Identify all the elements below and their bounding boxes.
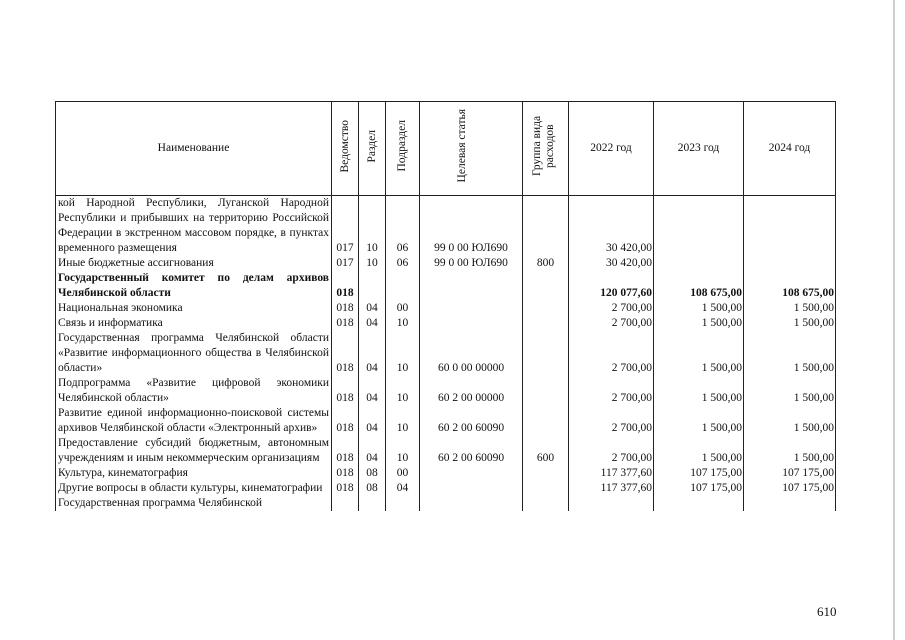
- row-2024: 108 675,00: [744, 271, 836, 301]
- row-2023: [654, 496, 744, 511]
- row-ministry: 018: [332, 271, 359, 301]
- row-target: [420, 271, 523, 301]
- row-2023: 1 500,00: [654, 406, 744, 436]
- row-ministry: 018: [332, 436, 359, 466]
- table-row: [56, 301, 836, 316]
- row-2023: 108 675,00: [654, 271, 744, 301]
- row-section: 08: [359, 481, 386, 496]
- row-target: 99 0 00 ЮЛ690: [420, 256, 523, 271]
- row-group: [523, 301, 569, 316]
- row-subsection: 00: [386, 466, 420, 481]
- row-target: [420, 466, 523, 481]
- row-name: Национальная экономика: [56, 301, 332, 316]
- table-row: [56, 316, 836, 331]
- header-ministry: [332, 102, 359, 196]
- row-2024: [744, 496, 836, 511]
- table-row: [56, 256, 836, 271]
- row-2022: 117 377,60: [569, 481, 654, 496]
- row-section: [359, 496, 386, 511]
- row-2022: [569, 496, 654, 511]
- row-2023: [654, 196, 744, 257]
- row-subsection: 10: [386, 436, 420, 466]
- header-group-label: Группа вида расходов: [530, 115, 556, 177]
- row-ministry: [332, 496, 359, 511]
- page-number: 610: [817, 604, 837, 619]
- row-ministry: 018: [332, 331, 359, 376]
- table-row: [56, 496, 836, 511]
- header-ministry-label: Ведомство: [338, 119, 351, 173]
- row-name: Предоставление субсидий бюджетным, автономным учреждениям и иным некоммерческим организациям: [56, 436, 332, 466]
- row-target: 60 2 00 00000: [420, 376, 523, 406]
- row-group: [523, 331, 569, 376]
- row-name: Государственная программа Челябинской области «Развитие информационного общества в Челябинской области»: [56, 331, 332, 376]
- row-subsection: 06: [386, 196, 420, 257]
- row-target: [420, 316, 523, 331]
- row-2022: 30 420,00: [569, 256, 654, 271]
- header-2022: 2022 год: [569, 102, 654, 196]
- header-2023: 2023 год: [654, 102, 744, 196]
- row-2024: [744, 196, 836, 257]
- header-subsection: [386, 102, 420, 196]
- row-subsection: [386, 271, 420, 301]
- row-subsection: 10: [386, 331, 420, 376]
- row-target: 60 2 00 60090: [420, 406, 523, 436]
- row-group: [523, 481, 569, 496]
- row-ministry: 018: [332, 316, 359, 331]
- row-section: 04: [359, 406, 386, 436]
- row-2023: 1 500,00: [654, 376, 744, 406]
- table-row: [56, 466, 836, 481]
- row-ministry: 017: [332, 256, 359, 271]
- row-2022: 120 077,60: [569, 271, 654, 301]
- row-section: 10: [359, 256, 386, 271]
- row-group: [523, 406, 569, 436]
- row-name: Развитие единой информационно-поисковой системы архивов Челябинской области «Электронный архив»: [56, 406, 332, 436]
- header-target: [420, 102, 523, 196]
- header-section: [359, 102, 386, 196]
- table-row: [56, 331, 836, 376]
- row-section: 08: [359, 466, 386, 481]
- row-name: Культура, кинематография: [56, 466, 332, 481]
- row-2022: 2 700,00: [569, 376, 654, 406]
- row-group: 600: [523, 436, 569, 466]
- row-2022: 117 377,60: [569, 466, 654, 481]
- row-section: 04: [359, 376, 386, 406]
- row-section: [359, 271, 386, 301]
- row-2024: 1 500,00: [744, 331, 836, 376]
- row-ministry: 018: [332, 301, 359, 316]
- row-2024: 1 500,00: [744, 406, 836, 436]
- row-2023: 1 500,00: [654, 331, 744, 376]
- budget-table: [55, 101, 836, 511]
- row-subsection: 00: [386, 301, 420, 316]
- row-2022: 2 700,00: [569, 316, 654, 331]
- row-subsection: 06: [386, 256, 420, 271]
- row-target: 60 2 00 60090: [420, 436, 523, 466]
- row-name: Подпрограмма «Развитие цифровой экономики Челябинской области»: [56, 376, 332, 406]
- row-target: [420, 301, 523, 316]
- row-2022: 2 700,00: [569, 331, 654, 376]
- scan-edge-mark: [893, 0, 895, 640]
- header-subsection-label: Подраздел: [396, 120, 408, 172]
- row-group: [523, 271, 569, 301]
- row-name: Иные бюджетные ассигнования: [56, 256, 332, 271]
- row-2023: 107 175,00: [654, 466, 744, 481]
- row-group: [523, 196, 569, 257]
- row-2022: 30 420,00: [569, 196, 654, 257]
- row-subsection: 10: [386, 316, 420, 331]
- row-target: 99 0 00 ЮЛ690: [420, 196, 523, 257]
- row-2022: 2 700,00: [569, 301, 654, 316]
- table-row: [56, 196, 836, 257]
- row-subsection: [386, 496, 420, 511]
- header-target-label: Целевая статья: [456, 109, 468, 183]
- row-name: Государственный комитет по делам архивов Челябинской области: [56, 271, 332, 301]
- header-group: [523, 102, 569, 196]
- row-2022: 2 700,00: [569, 406, 654, 436]
- row-ministry: 018: [332, 406, 359, 436]
- row-ministry: 018: [332, 466, 359, 481]
- row-2024: 1 500,00: [744, 316, 836, 331]
- row-section: 04: [359, 436, 386, 466]
- row-group: [523, 496, 569, 511]
- header-2024: 2024 год: [744, 102, 836, 196]
- table-row: [56, 271, 836, 301]
- row-section: 04: [359, 331, 386, 376]
- row-ministry: 018: [332, 376, 359, 406]
- table-row: [56, 436, 836, 466]
- row-subsection: 10: [386, 406, 420, 436]
- row-subsection: 10: [386, 376, 420, 406]
- table-row: [56, 406, 836, 436]
- row-2024: 107 175,00: [744, 481, 836, 496]
- row-2023: 107 175,00: [654, 481, 744, 496]
- row-section: 10: [359, 196, 386, 257]
- row-name: кой Народной Республики, Луганской Народной Республики и прибывших на территорию Российской Федерации в экстренном массовом порядке, в пунктах временного размещения: [56, 196, 332, 257]
- row-group: [523, 316, 569, 331]
- row-section: 04: [359, 316, 386, 331]
- row-group: [523, 376, 569, 406]
- header-section-label: Раздел: [365, 129, 378, 163]
- row-name: Государственная программа Челябинской: [56, 496, 332, 511]
- table-header-row: [56, 102, 836, 196]
- row-group: [523, 466, 569, 481]
- row-target: [420, 496, 523, 511]
- header-name: Наименование: [56, 102, 332, 196]
- row-subsection: 04: [386, 481, 420, 496]
- row-section: 04: [359, 301, 386, 316]
- row-target: [420, 481, 523, 496]
- row-target: 60 0 00 00000: [420, 331, 523, 376]
- table-row: [56, 481, 836, 496]
- row-2023: 1 500,00: [654, 316, 744, 331]
- row-2024: 1 500,00: [744, 436, 836, 466]
- row-name: Связь и информатика: [56, 316, 332, 331]
- row-ministry: 017: [332, 196, 359, 257]
- row-2024: 107 175,00: [744, 466, 836, 481]
- table-row: [56, 376, 836, 406]
- row-2024: 1 500,00: [744, 376, 836, 406]
- row-group: 800: [523, 256, 569, 271]
- row-2022: 2 700,00: [569, 436, 654, 466]
- row-2024: [744, 256, 836, 271]
- row-2023: 1 500,00: [654, 301, 744, 316]
- row-2024: 1 500,00: [744, 301, 836, 316]
- row-2023: [654, 256, 744, 271]
- row-2023: 1 500,00: [654, 436, 744, 466]
- row-ministry: 018: [332, 481, 359, 496]
- row-name: Другие вопросы в области культуры, кинематографии: [56, 481, 332, 496]
